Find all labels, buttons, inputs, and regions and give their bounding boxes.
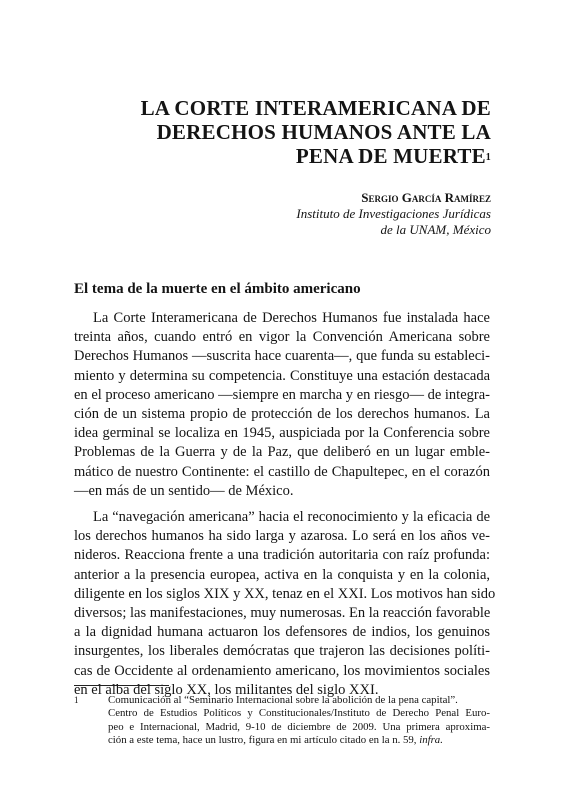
text-line: nideros. Reacciona frente a una tradición autoritaria con raíz profunda: [74, 547, 490, 564]
text-line: idea germinal se localiza en 1945, auspiciada por la Conferencia sobre [74, 425, 490, 442]
section-heading: El tema de la muerte en el ámbito americano [74, 281, 361, 297]
text-line: miento y determina su competencia. Constituye una estación destacada [74, 367, 490, 384]
footnote-line-text: ción a este tema, hace un lustro, figura en mi artículo citado en la n. 59, [108, 734, 420, 747]
title-footnote-mark[interactable]: 1 [485, 152, 491, 163]
footnote-divider [74, 685, 169, 686]
text-line: Problemas de la Guerra y de la Paz, que deliberó en un lugar emble- [74, 444, 490, 461]
footnote-line: peo e Internacional, Madrid, 9-10 de diciembre de 2009. Una primera aproxima- [108, 720, 490, 733]
author-name: Sergio García Ramírez [361, 190, 491, 205]
title-line: DERECHOS HUMANOS ANTE LA [156, 120, 491, 144]
footnote-text [108, 694, 490, 748]
text-line: La Corte Interamericana de Derechos Humanos fue instalada hace [93, 310, 490, 326]
paragraph-2 [74, 508, 496, 700]
paragraph-1 [74, 309, 490, 501]
affiliation-line: de la UNAM, México [380, 222, 491, 237]
text-line: en el alba del siglo XX, los militantes del siglo XXI. [74, 681, 379, 698]
text-line: mático de nuestro Continente: el castillo de Chapultepec, en el corazón [74, 463, 490, 480]
text-line: treinta años, cuando entró en vigor la Convención Americana sobre [74, 329, 490, 346]
footnote-italic: infra. [419, 734, 443, 747]
text-line: en el proceso americano —siempre en marcha y en riesgo— de integra- [74, 386, 490, 403]
body-text [74, 309, 496, 707]
text-line: ción de un sistema propio de protección de los derechos humanos. La [74, 406, 490, 423]
text-line: anterior a la presencia europea, activa en la conquista y en la colonia, [74, 566, 490, 583]
title-line-text: PENA DE MUERTE [295, 144, 486, 168]
affiliation-line: Instituto de Investigaciones Jurídicas [296, 206, 491, 221]
article-title [111, 96, 491, 168]
text-line: Derechos Humanos —suscrita hace cuarenta—, que funda su estableci- [74, 348, 490, 365]
text-line: diversos; las manifestaciones, muy numerosas. En la reacción favorable [74, 605, 491, 622]
text-line: La “navegación americana” hacia el reconocimiento y la eficacia de [93, 509, 490, 526]
footnote-line: Comunicación al “Seminario Internacional sobre la abolición de la pena capital”. [108, 694, 458, 706]
text-line: los derechos humanos ha sido larga y azarosa. Lo será en los años ve- [74, 528, 490, 545]
footnote-line: Centro de Estudios Políticos y Constitucionales/Instituto de Derecho Penal Euro- [108, 707, 490, 720]
footnote-number: 1 [74, 695, 79, 705]
title-line: LA CORTE INTERAMERICANA DE [140, 96, 491, 120]
text-line: diligente en los siglos XIX y XX, tenaz en el XXI. Los motivos han sido [74, 585, 496, 602]
text-line: a la dignidad humana actuaron los defensores de indios, los genuinos [74, 624, 490, 641]
text-line: cas de Occidente al ordenamiento americano, los movimientos sociales [74, 662, 490, 679]
footnote-line [108, 734, 490, 747]
footnote [74, 694, 490, 748]
author-affiliation [191, 206, 491, 238]
text-line: —en más de un sentido— de México. [74, 482, 294, 499]
title-line [111, 144, 491, 168]
text-line: insurgentes, los liberales demócratas que trajeron las decisiones políti- [74, 643, 490, 660]
